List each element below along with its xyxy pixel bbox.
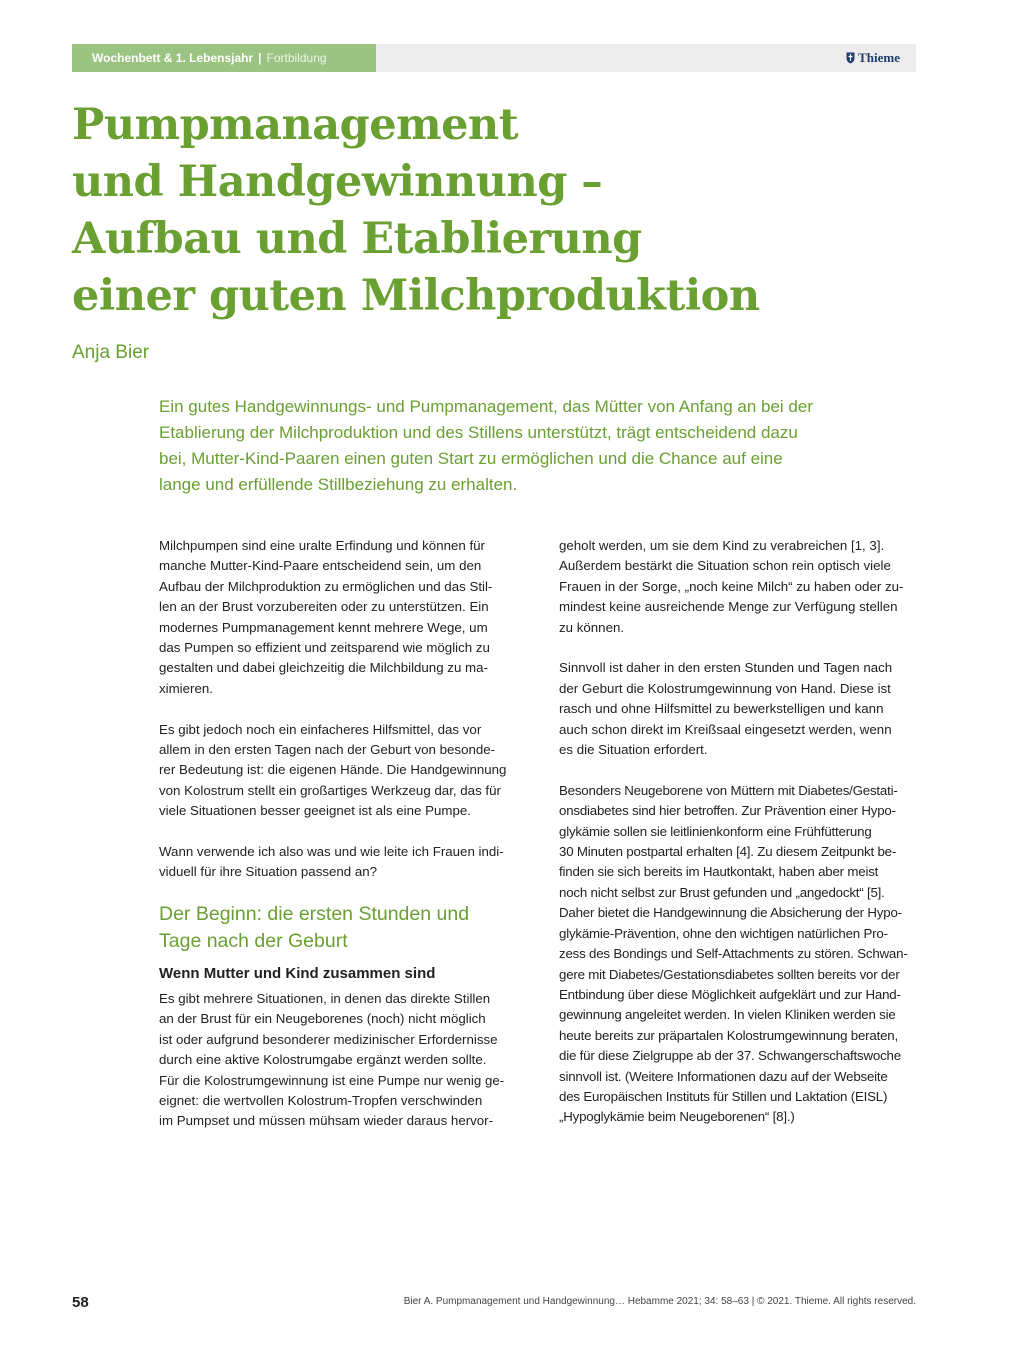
text-line: heute bereits zur präpartalen Kolostrumgewinnung beraten, <box>559 1027 898 1043</box>
text-line: das Pumpen so effizient und zeitsparend wie möglich zu <box>159 640 490 656</box>
text-line: zu können. <box>559 619 625 635</box>
citation-footer: Bier A. Pumpmanagement und Handgewinnung… Hebamme 2021; 34: 58–63 | © 2021. Thieme. All rights reserved. <box>403 1296 916 1307</box>
heading-line: Tage nach der Geburt <box>159 929 348 952</box>
text-line: gere mit Diabetes/Gestationsdiabetes sollten bereits vor der <box>559 966 900 982</box>
text-line: Für die Kolostrumgewinnung ist eine Pumpe nur wenig ge- <box>159 1072 505 1088</box>
text-line: Frauen in der Sorge, „noch keine Milch“ zu haben oder zu- <box>559 578 904 594</box>
lead-line: Etablierung der Milchproduktion und des Stillens unterstützt, trägt entscheidend dazu <box>159 423 798 442</box>
text-line: viduell für ihre Situation passend an? <box>159 864 378 880</box>
author: Anja Bier <box>72 342 150 363</box>
paragraph <box>159 536 519 699</box>
text-line: von Kolostrum stellt ein großartiges Werkzeug dar, das für <box>159 782 501 798</box>
text-line: rasch und ohne Hilfsmittel zu bewerkstelligen und kann <box>559 701 884 717</box>
text-line: ist oder aufgrund besonderer medizinischer Erfordernisse <box>159 1031 498 1047</box>
lead-line: bei, Mutter-Kind-Paaren einen guten Start zu ermöglichen und die Chance auf eine <box>159 449 783 468</box>
lead-line: Ein gutes Handgewinnungs- und Pumpmanagement, das Mütter von Anfang an bei der <box>159 397 813 416</box>
text-line: noch nicht selbst zur Brust gefunden und „angedockt“ [5]. <box>559 884 885 900</box>
text-line: es die Situation erfordert. <box>559 742 708 758</box>
text-line: Außerdem bestärkt die Situation schon rein optisch viele <box>559 558 891 574</box>
article-title <box>72 97 932 325</box>
paragraph <box>159 720 519 822</box>
text-line: 30 Minuten postpartal erhalten [4]. Zu diesem Zeitpunkt be- <box>559 844 897 860</box>
text-line: manche Mutter-Kind-Paare entscheidend sein, um den <box>159 558 482 574</box>
text-line: der Geburt die Kolostrumgewinnung von Hand. Diese ist <box>559 680 891 696</box>
text-line: geholt werden, um sie dem Kind zu verabreichen [1, 3]. <box>559 538 885 553</box>
text-line: allem in den ersten Tagen nach der Geburt von besonde- <box>159 742 496 758</box>
lead-abstract <box>159 394 909 498</box>
text-line: auch schon direkt im Kreißsaal eingesetzt werden, wenn <box>559 721 892 737</box>
publisher-logo <box>846 44 900 72</box>
title-line: Aufbau und Etablierung <box>72 214 642 264</box>
text-line: rer Bedeutung ist: die eigenen Hände. Die Handgewinnung <box>159 762 507 778</box>
text-line: „Hypoglykämie beim Neugeborenen“ [8].) <box>559 1109 795 1125</box>
heading-line: Der Beginn: die ersten Stunden und <box>159 902 470 925</box>
right-column <box>559 536 919 1148</box>
text-line: zess des Bondings und Self-Attachments zu stören. Schwan- <box>559 946 908 962</box>
title-line: und Handgewinnung – <box>72 157 603 207</box>
section-heading <box>159 901 519 955</box>
text-line: len an der Brust vorzubereiten oder zu unterstützen. Ein <box>159 599 489 615</box>
text-line: onsdiabetes sind hier betroffen. Zur Prävention einer Hypo- <box>559 803 896 819</box>
text-line: an der Brust für ein Neugeborenes (noch) nicht möglich <box>159 1011 486 1027</box>
text-line: Es gibt jedoch noch ein einfacheres Hilfsmittel, das vor <box>159 721 482 737</box>
text-line: Wann verwende ich also was und wie leite ich Frauen indi- <box>159 844 504 860</box>
text-line: glykämie sollen sie leitlinienkonform eine Frühfütterung <box>559 823 872 839</box>
header-bar <box>72 44 916 72</box>
section-separator: | <box>258 51 262 65</box>
text-line: mindest keine ausreichende Menge zur Verfügung stellen <box>559 599 898 615</box>
text-line: Es gibt mehrere Situationen, in denen das direkte Stillen <box>159 990 491 1006</box>
text-line: Entbindung über diese Möglichkeit aufgeklärt und zur Hand- <box>559 986 901 1002</box>
page-number: 58 <box>72 1294 89 1311</box>
text-line: durch eine aktive Kolostrumgabe ergänzt werden sollte. <box>159 1052 487 1068</box>
paragraph <box>159 989 519 1132</box>
publisher-name: Thieme <box>858 50 900 65</box>
section-tag <box>72 44 376 72</box>
text-line: Aufbau der Milchproduktion zu ermöglichen und das Stil- <box>159 578 493 594</box>
text-line: gestalten und dabei gleichzeitig die Milchbildung zu ma- <box>159 660 488 676</box>
title-line: einer guten Milchproduktion <box>72 271 760 321</box>
text-line: finden sie sich bereits im Hautkontakt, haben aber meist <box>559 864 879 880</box>
title-line: Pumpmanagement <box>72 100 519 150</box>
text-line: ximieren. <box>159 680 213 696</box>
text-line: im Pumpset und müssen mühsam wieder daraus hervor- <box>159 1113 494 1129</box>
paragraph <box>159 842 519 883</box>
text-line: Milchpumpen sind eine uralte Erfindung und können für <box>159 538 485 553</box>
thieme-shield-icon <box>846 52 855 64</box>
left-column <box>159 536 519 1152</box>
text-line: Besonders Neugeborene von Müttern mit Diabetes/Gestati- <box>559 782 898 798</box>
text-line: Sinnvoll ist daher in den ersten Stunden und Tagen nach <box>559 660 893 676</box>
text-line: glykämie-Prävention, ohne den wichtigen natürlichen Pro- <box>559 925 888 941</box>
text-line: die für diese Zielgruppe ab der 37. Schwangerschaftswoche <box>559 1048 901 1064</box>
text-line: sinnvoll ist. (Weitere Informationen dazu auf der Webseite <box>559 1068 888 1084</box>
text-line: eignet: die wertvollen Kolostrum-Tropfen verschwinden <box>159 1092 483 1108</box>
paragraph <box>559 781 919 1128</box>
text-line: gewinnung angeleitet werden. In vielen Kliniken werden sie <box>559 1007 896 1023</box>
text-line: des Europäischen Instituts für Stillen und Laktation (EISL) <box>559 1088 888 1104</box>
text-line: modernes Pumpmanagement kennt mehrere Wege, um <box>159 619 488 635</box>
paragraph <box>559 658 919 760</box>
section-name: Wochenbett & 1. Lebensjahr <box>92 51 254 65</box>
text-line: Daher bietet die Handgewinnung die Absicherung der Hypo- <box>559 905 902 921</box>
lead-line: lange und erfüllende Stillbeziehung zu erhalten. <box>159 475 518 494</box>
category-name: Fortbildung <box>266 51 327 65</box>
text-line: viele Situationen besser geeignet ist als eine Pumpe. <box>159 803 471 819</box>
subsection-heading: Wenn Mutter und Kind zusammen sind <box>159 964 436 982</box>
paragraph <box>559 536 919 638</box>
